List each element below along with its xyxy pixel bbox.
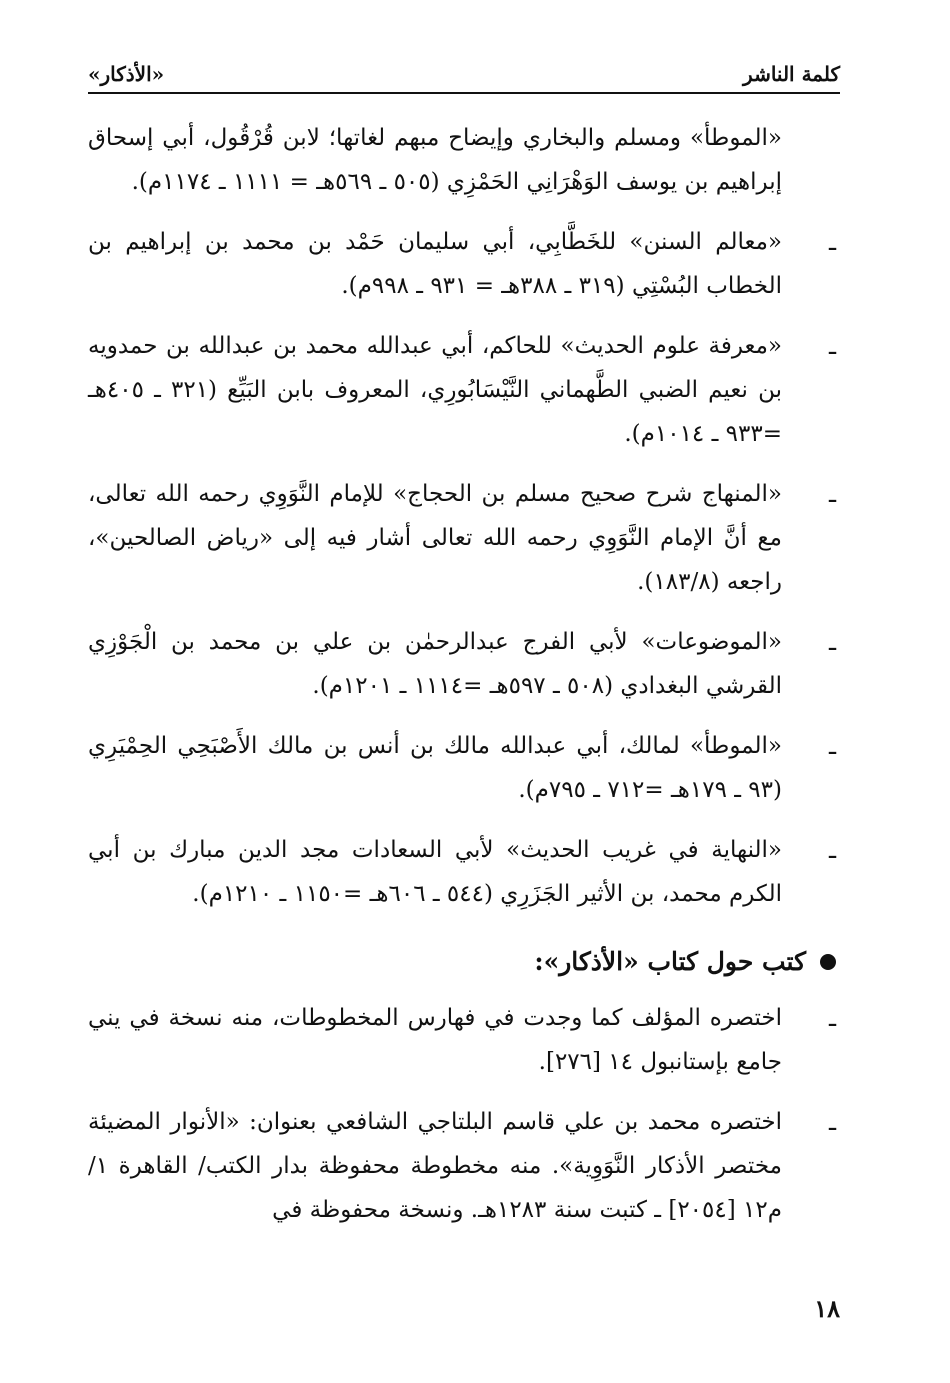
entry-text: «الموضوعات» لأبي الفرج عبدالرحمٰن بن علي بن محمد بن الْجَوْزِي القرشي البغدادي (٥٠٨ ـ ٥٩٧هـ =١١١٤ ـ ١٢٠١م). xyxy=(88,629,782,699)
list-item xyxy=(88,620,840,708)
entry-text: «الموطأ» لمالك، أبي عبدالله مالك بن أنس بن مالك الأَصْبَحِي الحِمْيَرِي (٩٣ ـ ١٧٩هـ =٧١٢ ـ ٧٩٥م). xyxy=(88,733,782,803)
entry-text: «النهاية في غريب الحديث» لأبي السعادات مجد الدين مبارك بن أبي الكرم محمد، بن الأثير الجَزَرِي (٥٤٤ ـ ٦٠٦هـ =١١٥٠ ـ ١٢١٠م). xyxy=(88,837,782,907)
list-item xyxy=(88,996,840,1084)
bullet-icon xyxy=(820,954,836,970)
list-item xyxy=(88,724,840,812)
list-item xyxy=(88,220,840,308)
dash-icon: ـ xyxy=(828,732,836,760)
running-header xyxy=(88,52,840,94)
dash-icon: ـ xyxy=(828,332,836,360)
entry-text: «معرفة علوم الحديث» للحاكم، أبي عبدالله محمد بن عبدالله بن حمدويه بن نعيم الضبي الطَّهماني النَّيْسَابُورِي، المعروف بابن البَيِّع (٣٢١ ـ ٤٠٥هـ =٩٣٣ ـ ١٠١٤م). xyxy=(88,333,782,447)
book-title: «الأذكار» xyxy=(88,62,165,86)
dash-icon: ـ xyxy=(828,1108,836,1136)
entry-text: اختصره المؤلف كما وجدت في فهارس المخطوطات، منه نسخة في يني جامع بإستانبول ١٤ [٢٧٦]. xyxy=(88,1005,782,1075)
list-item xyxy=(88,828,840,916)
page-content xyxy=(88,116,840,1248)
entry-text: «الموطأ» ومسلم والبخاري وإيضاح مبهم لغاتها؛ لابن قُرْقُول، أبي إسحاق إبراهيم بن يوسف الوَهْرَانِي الحَمْزِي (٥٠٥ ـ ٥٦٩هـ = ١١١١ ـ ١١٧٤م). xyxy=(88,125,782,195)
list-item xyxy=(88,116,840,204)
entry-text: «المنهاج شرح صحيح مسلم بن الحجاج» للإمام النَّوَوِي رحمه الله تعالى، مع أنَّ الإمام النَّوَوِي رحمه الله تعالى أشار فيه إلى «رياض الصالحين»، راجعه (١٨٣/٨). xyxy=(88,481,782,595)
list-item xyxy=(88,472,840,604)
book-page xyxy=(88,52,840,1352)
dash-icon: ـ xyxy=(828,228,836,256)
section-title: كلمة الناشر xyxy=(743,62,840,86)
entry-text: اختصره محمد بن علي قاسم البلتاجي الشافعي بعنوان: «الأنوار المضيئة مختصر الأذكار النَّوَوِية». منه مخطوطة محفوظة بدار الكتب/ القاهرة ١/م١٢ [٢٠٥٤] ـ كتبت سنة ١٢٨٣هـ. ونسخة محفوظة في xyxy=(88,1109,782,1223)
page-number: ١٨ xyxy=(814,1294,840,1323)
dash-icon: ـ xyxy=(828,480,836,508)
dash-icon: ـ xyxy=(828,1004,836,1032)
section-heading xyxy=(88,942,840,982)
list-item xyxy=(88,324,840,456)
section-heading-text: كتب حول كتاب «الأذكار»: xyxy=(534,947,806,976)
entry-text: «معالم السنن» للخَطَّابِي، أبي سليمان حَمْد بن محمد بن إبراهيم بن الخطاب البُسْتِي (٣١٩ ـ ٣٨٨هـ = ٩٣١ ـ ٩٩٨م). xyxy=(88,229,782,299)
dash-icon: ـ xyxy=(828,628,836,656)
list-item xyxy=(88,1100,840,1232)
dash-icon: ـ xyxy=(828,836,836,864)
